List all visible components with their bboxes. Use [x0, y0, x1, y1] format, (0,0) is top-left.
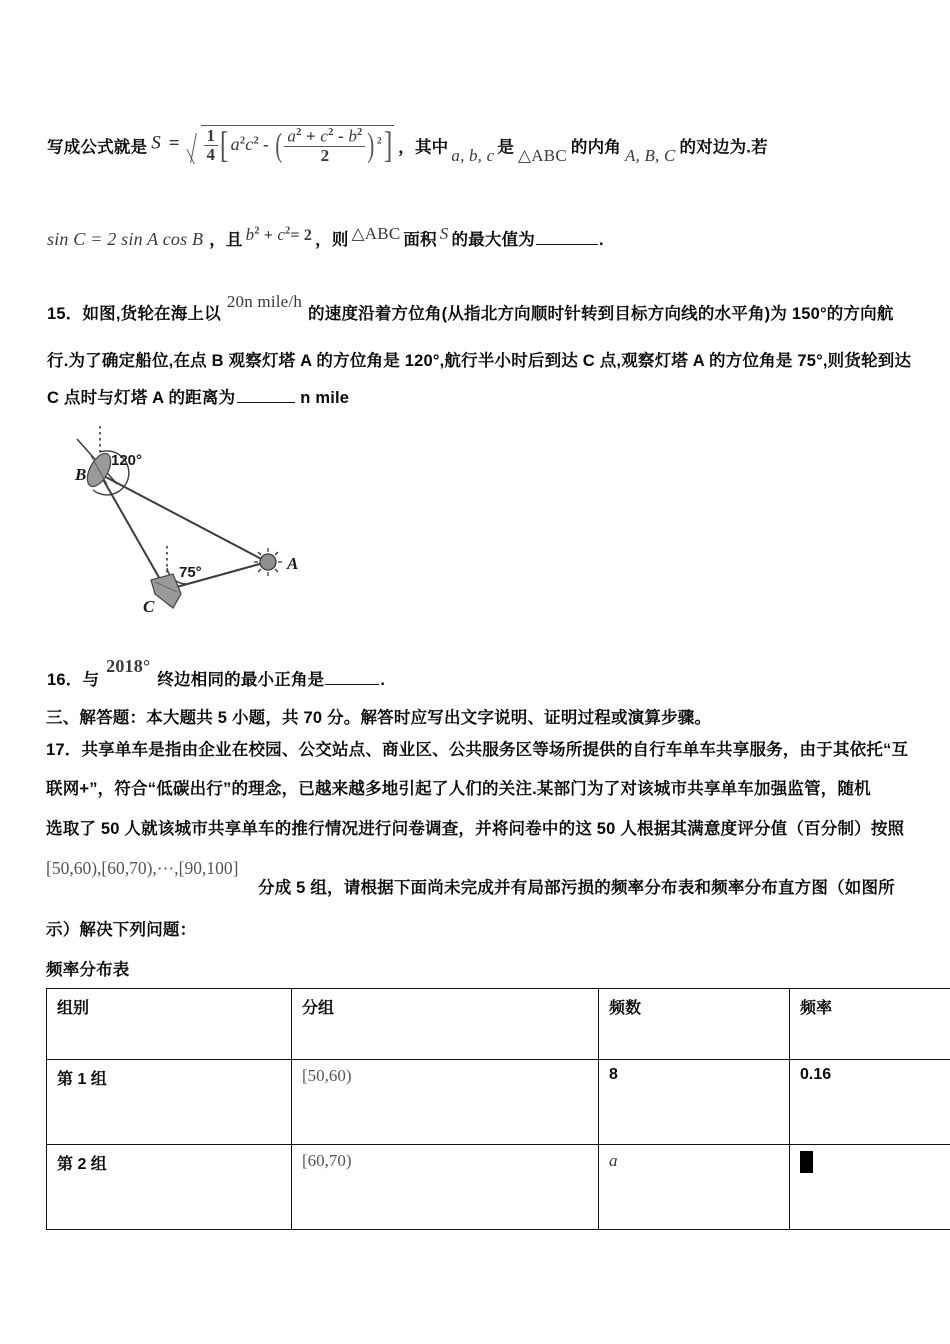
- row1-interval-text: [50,60): [302, 1066, 352, 1085]
- inner-denominator: 2: [320, 145, 330, 165]
- ship-icon-c: [151, 574, 181, 608]
- section-3-heading-text: 三、解答题：本大题共 5 小题，共 70 分。解答时应写出文字说明、证明过程或演算步骤。: [46, 709, 712, 727]
- q14-tail: 的对边为.若: [679, 138, 768, 157]
- q17-line-4: [258, 880, 895, 897]
- right-paren: ): [367, 126, 375, 164]
- frac-numerator: 1: [204, 127, 219, 146]
- q15-navigation-diagram: [55, 412, 375, 627]
- q17-table-caption-text: 频率分布表: [46, 961, 130, 979]
- q14-formula-line: [47, 124, 768, 168]
- navigation-figure-svg: [55, 412, 375, 627]
- header-cell-rate: 频率: [790, 989, 950, 1060]
- right-bracket: ]: [383, 124, 393, 166]
- term-c-exponent: 2: [253, 135, 259, 147]
- triangle-abc-2: △ABC: [351, 224, 401, 243]
- inner-numerator: $a^2 + c^2 - b^2$: [284, 127, 365, 147]
- eq-b: b: [245, 225, 255, 244]
- eq-rhs: = 2: [290, 227, 313, 244]
- q16-number: 16．: [47, 671, 83, 689]
- left-paren: (: [275, 126, 283, 164]
- table-header-row: [47, 989, 950, 1060]
- inner-fraction: [284, 127, 365, 164]
- q17-table-caption: [46, 962, 130, 979]
- q17-line1-text: 共享单车是指由企业在校园、公交站点、商业区、公共服务区等场所提供的自行车单车共享服务，由于其依托“互: [81, 741, 909, 759]
- q17-line3-text: 选取了 50 人就该城市共享单车的推行情况进行问卷调查，并将问卷中的这 50 人根据其满意度评分值（百分制）按照: [46, 820, 905, 838]
- row2-interval-text: [60,70): [302, 1151, 352, 1170]
- triangle-abc: △ABC: [518, 145, 567, 165]
- figure-label-a: A: [287, 554, 299, 573]
- table-row: [47, 1060, 950, 1145]
- row2-rate: [790, 1145, 950, 1230]
- q15-seg1: 如图,货轮在海上以: [82, 305, 221, 323]
- frequency-distribution-table: [46, 988, 950, 1230]
- q17-line-3: [46, 821, 904, 838]
- row1-interval: [292, 1060, 599, 1145]
- row2-interval: [292, 1145, 599, 1230]
- q16-post: 终边相同的最小正角是: [157, 671, 325, 689]
- q16-line: [47, 656, 386, 689]
- section-3-heading: [46, 710, 711, 727]
- q14-mid2: 的内角: [570, 138, 621, 157]
- q14-after-formula: ，其中: [398, 138, 449, 157]
- q15-unit: n mile: [300, 389, 350, 407]
- q15-answer-blank[interactable]: [237, 388, 295, 403]
- paren-exponent: 2: [377, 136, 382, 147]
- term-a: a: [230, 134, 240, 155]
- header-cell-interval: 分组: [292, 989, 599, 1060]
- vars-abc: a, b, c: [451, 145, 495, 165]
- q14-area-word: 面积: [403, 231, 437, 249]
- header-cell-group: 组别: [47, 989, 292, 1060]
- radical-bar: [201, 125, 395, 126]
- ink-blot-mark: [800, 1151, 813, 1173]
- figure-angle-c: 75°: [179, 564, 202, 581]
- q17-line2-text: 联网+”，符合“低碳出行”的理念，已越来越多地引起了人们的关注.某部门为了对该城市共享单车加强监管，随机: [46, 780, 871, 798]
- inner-a: a: [287, 126, 297, 146]
- formula-lhs: S: [151, 132, 161, 154]
- q16-period: .: [380, 671, 386, 689]
- q17-line-2: [46, 781, 871, 798]
- q14-comma1: ，且: [209, 231, 243, 249]
- q17-line5-text: 示）解决下列问题：: [46, 921, 197, 939]
- q14-lead-text: 写成公式就是: [47, 138, 148, 157]
- table-row: [47, 1145, 950, 1230]
- row1-group: 第 1 组: [47, 1060, 292, 1145]
- frac-denominator: 4: [206, 145, 216, 165]
- q14-condition-line: [47, 224, 604, 249]
- q14-comma2: ，则: [315, 231, 349, 249]
- term-a-exponent: 2: [239, 135, 246, 147]
- q15-line3-pre: C 点时与灯塔 A 的距离为: [47, 389, 236, 407]
- angles-ABC: A, B, C: [624, 145, 676, 165]
- q14-period: .: [598, 231, 604, 249]
- row2-frequency-variable: a: [609, 1151, 618, 1170]
- formula-one-quarter: [204, 127, 219, 164]
- q15-speed: 20n mile/h: [226, 292, 303, 311]
- row1-frequency: 8: [599, 1060, 790, 1145]
- row2-frequency: [599, 1145, 790, 1230]
- area-symbol-S: S: [439, 224, 449, 243]
- figure-angle-b: 120°: [111, 452, 143, 469]
- q17-line-1: [46, 742, 908, 759]
- q17-line4-text: 分成 5 组，请根据下面尚未完成并有局部污损的频率分布表和频率分布直方图（如图所: [258, 879, 895, 897]
- q17-number: 17．: [46, 741, 82, 759]
- q16-answer-blank[interactable]: [325, 670, 379, 685]
- left-bracket: [: [220, 124, 229, 166]
- q16-angle: 2018°: [106, 656, 151, 676]
- q15-number: 15．: [47, 305, 83, 323]
- q15-line-1: [47, 292, 894, 323]
- q14-formula: [151, 124, 394, 164]
- lighthouse-icon-a: [254, 548, 282, 576]
- q14-mid1: 是: [497, 138, 515, 157]
- q15-line-3: [47, 388, 349, 407]
- q15-line-2: [47, 353, 911, 370]
- row2-group: 第 2 组: [47, 1145, 292, 1230]
- eq-sinC: sin C = 2 sin A cos B: [47, 229, 204, 249]
- inner-b: b: [348, 126, 358, 146]
- formula-equals: =: [168, 132, 180, 154]
- q14-max-text: 的最大值为: [451, 231, 535, 249]
- formula-radical: [188, 124, 395, 164]
- inner-c: c: [320, 126, 329, 146]
- figure-label-c: C: [143, 597, 155, 616]
- q17-intervals: [46, 858, 238, 879]
- q14-answer-blank[interactable]: [536, 230, 598, 245]
- q17-intervals-text: [50,60),[60,70),⋯,[90,100]: [46, 858, 239, 878]
- figure-label-b: B: [75, 465, 87, 484]
- header-cell-frequency: 频数: [599, 989, 790, 1060]
- minus-sign: -: [262, 135, 269, 155]
- q17-line-5: [46, 922, 196, 939]
- q15-line2-text: 行.为了确定船位,在点 B 观察灯塔 A 的方位角是 120°,航行半小时后到达 C 点,观察灯塔 A 的方位角是 75°,则货轮到达: [47, 352, 912, 370]
- row1-rate: 0.16: [790, 1060, 950, 1145]
- q15-seg2: 的速度沿着方位角(从指北方向顺时针转到目标方向线的水平角)为 150°的方向航: [308, 305, 894, 323]
- eq-c: c: [277, 225, 286, 244]
- term-c: c: [245, 134, 254, 155]
- q16-pre: 与: [82, 671, 100, 689]
- eq-b2c2: $b^2 + c^2= 2$: [245, 225, 313, 244]
